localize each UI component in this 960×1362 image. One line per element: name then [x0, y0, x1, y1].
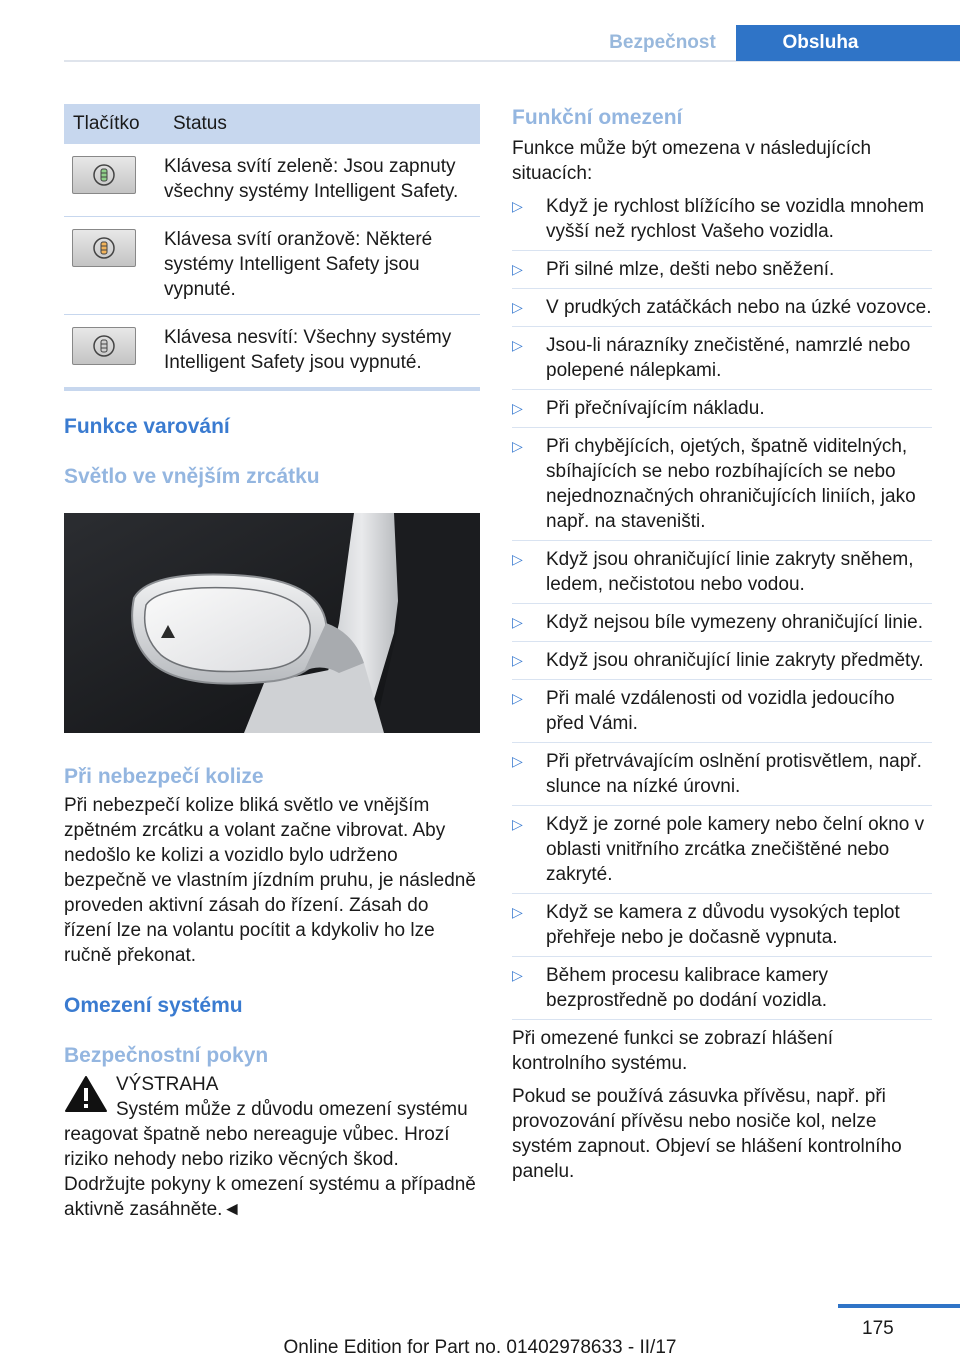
header-tab-section[interactable]: Bezpečnost: [609, 32, 716, 53]
triangle-bullet-icon: ▷: [512, 261, 523, 277]
col-header-button: Tlačítko: [64, 104, 164, 144]
footer-edition: Online Edition for Part no. 01402978633 - II/17: [283, 1337, 677, 1358]
list-item: ▷ Když jsou ohraničující linie zakryty sněhem, ledem, nečistotou nebo vodou.: [512, 547, 932, 604]
limits-note-2: Pokud se používá zásuvka přívěsu, např. při provozování přívěsu nebo nosiče kol, nelze systém zapnout. Objeví se hlášení kontrolního panelu.: [512, 1086, 902, 1182]
heading-functional-limits: Funkční omezení: [512, 106, 683, 129]
status-text: Klávesa svítí oranžově: Některé systémy Intelligent Safety jsou vypnuté.: [164, 217, 480, 315]
status-table-header: [64, 104, 480, 144]
warning-title: VÝSTRAHA: [116, 1074, 219, 1095]
triangle-bullet-icon: ▷: [512, 438, 523, 454]
list-item: ▷ Při přečnívajícím nákladu.: [512, 396, 932, 428]
list-item: ▷ V prudkých zatáčkách nebo na úzké vozovce.: [512, 295, 932, 327]
left-column: [64, 104, 480, 1222]
list-item: ▷ Když je rychlost blížícího se vozidla mnohem vyšší než rychlost Vašeho vozidla.: [512, 194, 932, 251]
triangle-bullet-icon: ▷: [512, 400, 523, 416]
triangle-bullet-icon: ▷: [512, 551, 523, 567]
heading-collision: Při nebezpečí kolize: [64, 765, 264, 788]
list-item: ▷ Při malé vzdálenosti od vozidla jedoucího před Vámi.: [512, 686, 932, 743]
mirror-illustration: [64, 513, 480, 733]
list-item: ▷ Při chybějících, ojetých, špatně viditelných, sbíhajících se nebo rozbíhajících se nebo nejednoznačných ohraničujících liniích, jako např. na staveništi.: [512, 434, 932, 541]
triangle-bullet-icon: ▷: [512, 904, 523, 920]
limits-note-1: Při omezené funkci se zobrazí hlášení kontrolního systému.: [512, 1028, 834, 1074]
warning-text: Systém může z důvodu omezení systému reagovat špatně nebo nereaguje vůbec. Hrozí riziko nehody nebo riziko věcných škod. Dodržujte pokyny k omezení systému a případně aktivně zasáhněte.◄: [64, 1099, 476, 1220]
table-row: [64, 144, 480, 217]
triangle-bullet-icon: ▷: [512, 753, 523, 769]
page-number: 175: [862, 1318, 894, 1339]
page-number-rule: [838, 1304, 960, 1308]
table-row: [64, 315, 480, 390]
right-column: [512, 104, 932, 1184]
collision-paragraph: Při nebezpečí kolize bliká světlo ve vnějším zpětném zrcátku a volant začne vibrovat. Aby nedošlo ke kolizi a vozidlo bylo udrženo bezpečně ve vlastním jízdním pruhu, je následně proveden aktivní zásah do řízení. Zásah do řízení lze na volantu pocítit a kdykoliv ho lze ručně překonat.: [64, 795, 476, 966]
orange-led-key-icon: [72, 229, 136, 267]
status-text: Klávesa svítí zeleně: Jsou zapnuty všechny systémy Intelligent Safety.: [164, 144, 480, 217]
off-key-icon: [72, 327, 136, 365]
green-led-key-icon: [72, 156, 136, 194]
list-item: ▷ Při přetrvávajícím oslnění protisvětlem, např. slunce na nízké úrovni.: [512, 749, 932, 806]
heading-warnings: Funkce varování: [64, 415, 230, 438]
status-text: Klávesa nesvítí: Všechny systémy Intelligent Safety jsou vypnuté.: [164, 315, 480, 390]
triangle-bullet-icon: ▷: [512, 299, 523, 315]
col-header-status: Status: [164, 104, 480, 144]
list-item: ▷ Když nejsou bíle vymezeny ohraničující linie.: [512, 610, 932, 642]
triangle-bullet-icon: ▷: [512, 337, 523, 353]
list-item: ▷ Během procesu kalibrace kamery bezprostředně po dodání vozidla.: [512, 963, 932, 1020]
list-item: ▷ Když jsou ohraničující linie zakryty předměty.: [512, 648, 932, 680]
heading-safety-note: Bezpečnostní pokyn: [64, 1044, 269, 1067]
status-table: [64, 104, 480, 391]
warning-triangle-icon: [64, 1075, 108, 1118]
triangle-bullet-icon: ▷: [512, 652, 523, 668]
list-item: ▷ Když se kamera z důvodu vysokých teplot přehřeje nebo je dočasně vypnuta.: [512, 900, 932, 957]
list-item: ▷ Jsou-li nárazníky znečistěné, namrzlé nebo polepené nálepkami.: [512, 333, 932, 390]
heading-system-limits: Omezení systému: [64, 994, 243, 1017]
limits-list: [512, 194, 932, 1020]
table-row: [64, 217, 480, 315]
triangle-bullet-icon: ▷: [512, 967, 523, 983]
list-item: ▷ Když je zorné pole kamery nebo čelní okno v oblasti vnitřního zrcátka znečištěné nebo zakryté.: [512, 812, 932, 894]
header-tab-active[interactable]: Obsluha: [736, 25, 960, 61]
triangle-bullet-icon: ▷: [512, 198, 523, 214]
heading-mirror-light: Světlo ve vnějším zrcátku: [64, 465, 320, 488]
triangle-bullet-icon: ▷: [512, 690, 523, 706]
list-item: ▷ Při silné mlze, dešti nebo sněžení.: [512, 257, 932, 289]
limits-intro: Funkce může být omezena v následujících situacích:: [512, 138, 872, 184]
warning-block: [64, 1072, 480, 1222]
triangle-bullet-icon: ▷: [512, 816, 523, 832]
triangle-bullet-icon: ▷: [512, 614, 523, 630]
